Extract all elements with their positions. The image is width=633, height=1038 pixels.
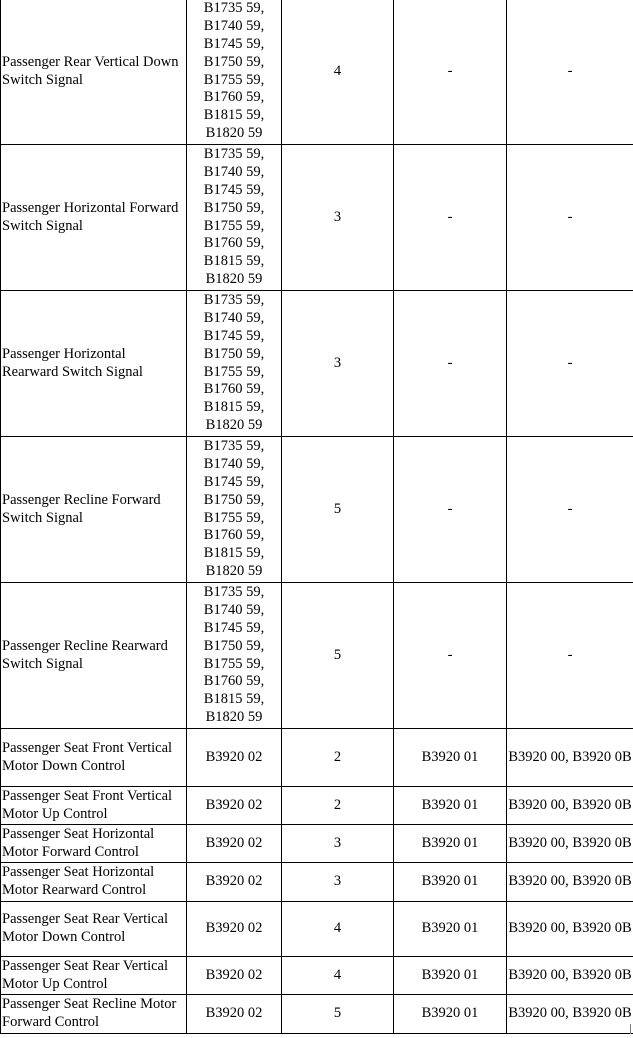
ground-code-cell: B3920 01 — [394, 863, 507, 902]
pin-cell: 4 — [282, 957, 394, 995]
dtc-code: B1755 59, — [203, 363, 265, 380]
dtc-code-list — [188, 292, 280, 434]
signal-name-cell: Passenger Seat Rear Vertical Motor Up Control — [1, 957, 187, 995]
dtc-code: B1735 59, — [203, 584, 265, 601]
pin-cell: 3 — [282, 145, 394, 291]
ground-code-cell: B3920 01 — [394, 729, 507, 787]
signal-name-cell: Passenger Seat Front Vertical Motor Down Control — [1, 729, 187, 787]
table-row — [1, 0, 633, 145]
dtc-code: B1735 59, — [203, 292, 265, 309]
signal-name-cell: Passenger Horizontal Rearward Switch Signal — [1, 291, 187, 437]
dtc-code: B1745 59, — [203, 35, 265, 52]
dtc-code: B1750 59, — [203, 199, 265, 216]
dtc-code: B1740 59, — [203, 456, 265, 473]
dtc-code: B1750 59, — [203, 53, 265, 70]
pin-cell: 3 — [282, 291, 394, 437]
ground-code-cell: B3920 01 — [394, 902, 507, 957]
dtc-code-list — [188, 920, 280, 938]
other-code-cell: B3920 00, B3920 0B — [507, 729, 633, 787]
table-body — [1, 0, 633, 1034]
dtc-code: B1815 59, — [203, 107, 265, 124]
dtc-code: B1740 59, — [203, 18, 265, 35]
signal-name-cell: Passenger Recline Forward Switch Signal — [1, 437, 187, 583]
table-row — [1, 995, 633, 1034]
dtc-code-list — [188, 797, 280, 815]
pin-cell: 3 — [282, 825, 394, 863]
other-code-cell: - — [507, 437, 633, 583]
dtc-code-cell — [187, 583, 282, 729]
dtc-code: B1760 59, — [203, 89, 265, 106]
dtc-code-cell — [187, 957, 282, 995]
dtc-code-list — [188, 835, 280, 853]
dtc-code-cell — [187, 729, 282, 787]
other-code-cell: - — [507, 291, 633, 437]
signal-name-cell: Passenger Horizontal Forward Switch Signal — [1, 145, 187, 291]
dtc-code-cell — [187, 902, 282, 957]
signal-name-cell: Passenger Seat Horizontal Motor Rearward Control — [1, 863, 187, 902]
signal-name-cell: Passenger Seat Front Vertical Motor Up Control — [1, 787, 187, 825]
signal-name-cell: Passenger Rear Vertical Down Switch Signal — [1, 0, 187, 145]
table-row — [1, 957, 633, 995]
dtc-code: B1820 59 — [205, 562, 263, 579]
ground-code-cell: - — [394, 145, 507, 291]
dtc-code: B3920 02 — [205, 748, 263, 765]
dtc-code-list — [188, 438, 280, 580]
dtc-code: B1815 59, — [203, 691, 265, 708]
dtc-code-list — [188, 146, 280, 288]
pin-cell: 3 — [282, 863, 394, 902]
dtc-code-cell — [187, 437, 282, 583]
table-row — [1, 902, 633, 957]
dtc-code: B1760 59, — [203, 673, 265, 690]
dtc-code: B1755 59, — [203, 71, 265, 88]
other-code-cell: B3920 00, B3920 0B — [507, 787, 633, 825]
signal-name-cell: Passenger Seat Recline Motor Forward Control — [1, 995, 187, 1034]
dtc-code-list — [188, 967, 280, 985]
ground-code-cell: - — [394, 437, 507, 583]
other-code-cell: - — [507, 145, 633, 291]
signal-name-cell: Passenger Seat Rear Vertical Motor Down Control — [1, 902, 187, 957]
dtc-code: B1745 59, — [203, 327, 265, 344]
other-code-cell: B3920 00, B3920 0B — [507, 863, 633, 902]
dtc-code: B1740 59, — [203, 164, 265, 181]
other-code-cell: B3920 00, B3920 0B — [507, 995, 633, 1034]
dtc-code: B1745 59, — [203, 619, 265, 636]
ground-code-cell: B3920 01 — [394, 995, 507, 1034]
dtc-code-list — [188, 584, 280, 726]
dtc-code: B3920 02 — [205, 920, 263, 937]
dtc-code: B1820 59 — [205, 124, 263, 141]
pin-cell: 5 — [282, 995, 394, 1034]
dtc-code-cell — [187, 787, 282, 825]
dtc-code: B1820 59 — [205, 416, 263, 433]
dtc-code: B1735 59, — [203, 146, 265, 163]
dtc-code-cell — [187, 863, 282, 902]
dtc-code: B1820 59 — [205, 708, 263, 725]
dtc-code: B3920 02 — [205, 1005, 263, 1022]
pin-cell: 4 — [282, 0, 394, 145]
table-row — [1, 145, 633, 291]
pin-cell: 2 — [282, 729, 394, 787]
dtc-code-cell — [187, 145, 282, 291]
dtc-code: B1815 59, — [203, 545, 265, 562]
ground-code-cell: B3920 01 — [394, 787, 507, 825]
dtc-code-cell — [187, 825, 282, 863]
pin-cell: 5 — [282, 583, 394, 729]
pin-cell: 2 — [282, 787, 394, 825]
dtc-code-list — [188, 749, 280, 767]
table-row — [1, 863, 633, 902]
dtc-code: B1815 59, — [203, 253, 265, 270]
dtc-code-list — [188, 873, 280, 891]
dtc-code: B1760 59, — [203, 527, 265, 544]
ground-code-cell: B3920 01 — [394, 957, 507, 995]
pin-cell: 5 — [282, 437, 394, 583]
dtc-code: B3920 02 — [205, 966, 263, 983]
other-code-cell: B3920 00, B3920 0B — [507, 902, 633, 957]
dtc-code: B1750 59, — [203, 637, 265, 654]
dtc-code: B1745 59, — [203, 473, 265, 490]
dtc-code: B1820 59 — [205, 270, 263, 287]
ground-code-cell: - — [394, 291, 507, 437]
dtc-code: B1740 59, — [203, 310, 265, 327]
dtc-code: B1755 59, — [203, 509, 265, 526]
table-row — [1, 729, 633, 787]
table-row — [1, 437, 633, 583]
dtc-code: B1750 59, — [203, 345, 265, 362]
table-row — [1, 787, 633, 825]
dtc-code: B1815 59, — [203, 399, 265, 416]
dtc-code: B1735 59, — [203, 0, 265, 17]
dtc-code-cell — [187, 995, 282, 1034]
table-row — [1, 291, 633, 437]
table-row — [1, 583, 633, 729]
other-code-cell: B3920 00, B3920 0B — [507, 957, 633, 995]
table-row — [1, 825, 633, 863]
ground-code-cell: - — [394, 583, 507, 729]
dtc-code-list — [188, 1005, 280, 1023]
pin-cell: 4 — [282, 902, 394, 957]
ground-code-cell: B3920 01 — [394, 825, 507, 863]
dtc-code: B1760 59, — [203, 235, 265, 252]
dtc-code: B1750 59, — [203, 491, 265, 508]
dtc-code: B1755 59, — [203, 217, 265, 234]
dtc-code: B3920 02 — [205, 834, 263, 851]
dtc-code: B1740 59, — [203, 602, 265, 619]
signal-name-cell: Passenger Seat Horizontal Motor Forward Control — [1, 825, 187, 863]
dtc-code-cell — [187, 291, 282, 437]
signal-name-cell: Passenger Recline Rearward Switch Signal — [1, 583, 187, 729]
dtc-code: B1755 59, — [203, 655, 265, 672]
dtc-code: B1745 59, — [203, 181, 265, 198]
dtc-code: B1760 59, — [203, 381, 265, 398]
dtc-code: B3920 02 — [205, 873, 263, 890]
other-code-cell: - — [507, 0, 633, 145]
ground-code-cell: - — [394, 0, 507, 145]
dtc-code-list — [188, 0, 280, 142]
dtc-code: B3920 02 — [205, 796, 263, 813]
other-code-cell: B3920 00, B3920 0B — [507, 825, 633, 863]
dtc-code-cell — [187, 0, 282, 145]
dtc-code: B1735 59, — [203, 438, 265, 455]
other-code-cell: - — [507, 583, 633, 729]
